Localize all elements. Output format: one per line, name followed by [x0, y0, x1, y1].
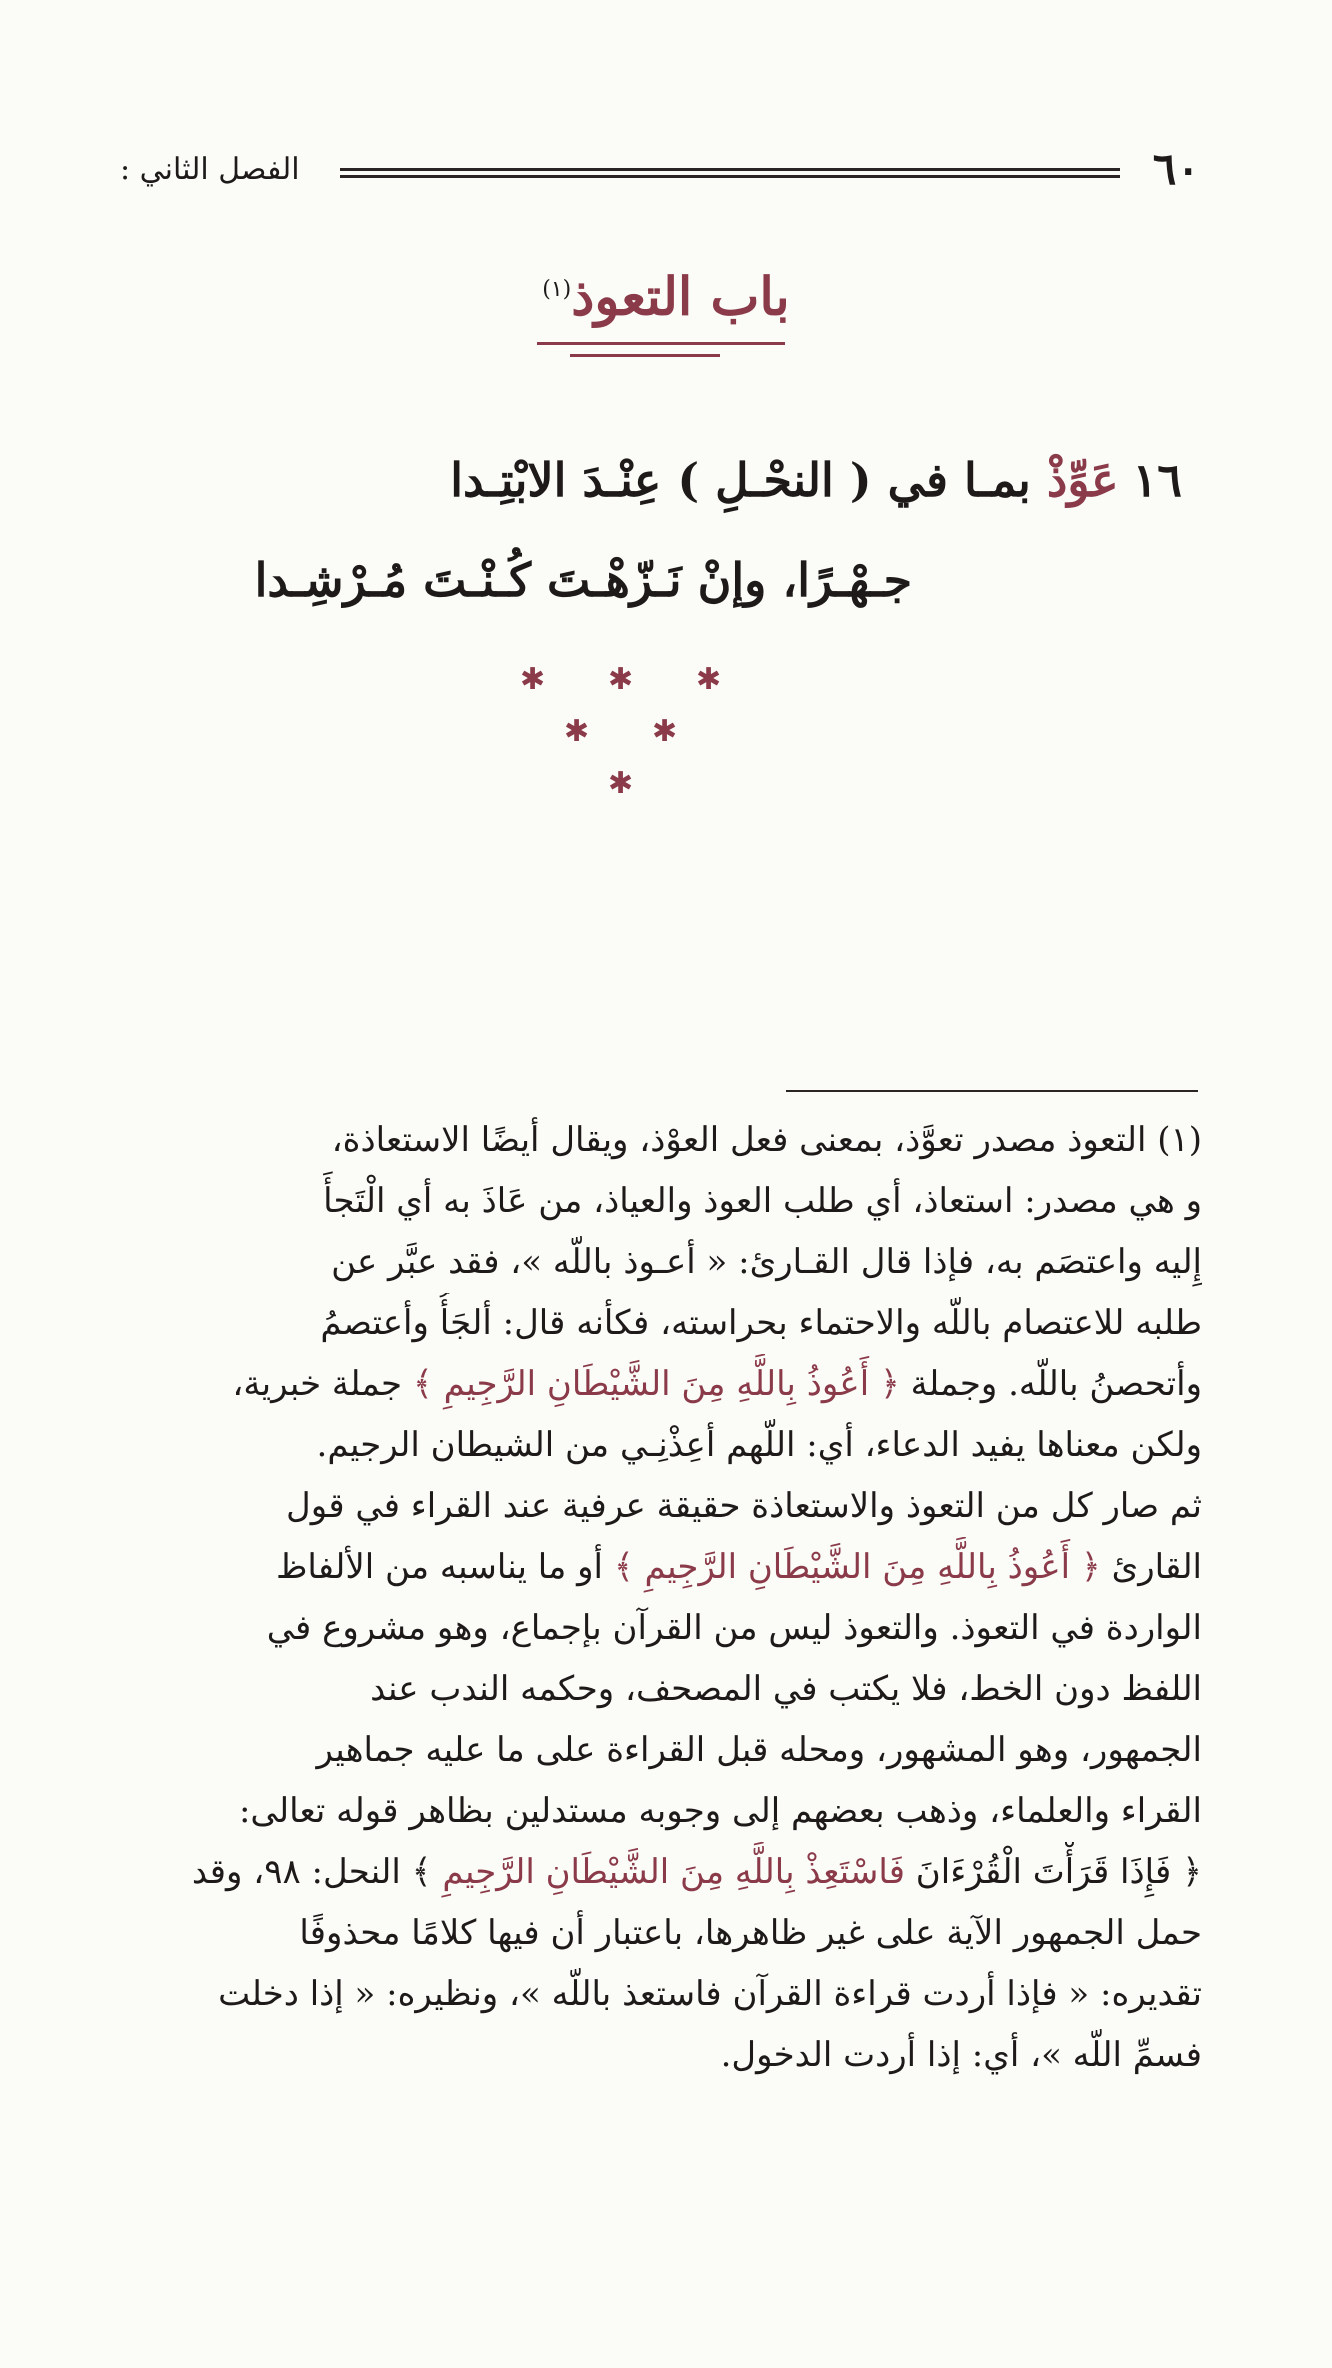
- footnote-line: [122, 1598, 1202, 1659]
- footnote-line-text: القراء والعلماء، وذهب بعضهم إلى وجوبه مستدلين بظاهر قوله تعالى:: [238, 1791, 1202, 1831]
- verse-line-1-text: بمـا في ( النحْـلِ ) عِنْـدَ الابْتِـدا: [450, 453, 1031, 507]
- footnote-line-text: حمل الجمهور الآية على غير ظاهرها، باعتبار أن فيها كلامًا محذوفًا: [299, 1913, 1202, 1953]
- footnote-line: [122, 1415, 1202, 1476]
- section-heading: [0, 250, 1332, 337]
- section-title-text: باب التعوذ: [571, 266, 790, 328]
- footnote-separator: [786, 1090, 1198, 1092]
- star-icon: ✱: [520, 662, 546, 697]
- title-underline: [537, 342, 785, 345]
- footnote-line-text: (١) التعوذ مصدر تعوَّذ، بمعنى فعل العوْذ، ويقال أيضًا الاستعاذة،: [331, 1120, 1202, 1160]
- footnote-reference: (١): [542, 277, 572, 302]
- star-icon: ✱: [608, 766, 634, 801]
- footnote-line: [122, 1293, 1202, 1354]
- chapter-title: الفصل الثاني :: [120, 152, 300, 187]
- poem-verse: [122, 430, 1182, 630]
- footnote-line-text: فسمِّ اللّه »، أي: إذا أردت الدخول.: [720, 2035, 1202, 2075]
- section-title: [542, 250, 789, 337]
- footnote-line: [122, 1842, 1202, 1903]
- quran-quote: ﴿ أَعُوذُ بِاللَّهِ مِنَ الشَّيْطَانِ الرَّجِيمِ ﴾: [613, 1547, 1101, 1587]
- verse-number: ١٦: [1132, 453, 1182, 507]
- footnote-line: [122, 1110, 1202, 1171]
- page-number: ٦٠: [1152, 144, 1200, 195]
- footnote-line-text: الجمهور، وهو المشهور، ومحله قبل القراءة على ما عليه جماهير: [316, 1730, 1202, 1770]
- footnote-line-text: ﴿ فَإِذَا قَرَأْتَ الْقُرْءَانَ: [905, 1852, 1202, 1892]
- footnote-line: [122, 1171, 1202, 1232]
- footnote-line: [122, 1537, 1202, 1598]
- footnote-line-text: وأتحصنُ باللّه. وجملة: [899, 1364, 1202, 1404]
- verse-highlight-word: عَوِّذْ: [1046, 453, 1119, 507]
- star-icon: ✱: [608, 662, 634, 697]
- title-underline-short: [570, 354, 720, 357]
- footnote-line: [122, 2025, 1202, 2086]
- footnote-line: [122, 1354, 1202, 1415]
- footnote-line: [122, 1903, 1202, 1964]
- footnote-line-text: ولكن معناها يفيد الدعاء، أي: اللّهم أعِذْنِـي من الشيطان الرجيم.: [316, 1425, 1202, 1465]
- footnote-line: [122, 1476, 1202, 1537]
- star-icon: ✱: [696, 662, 722, 697]
- poem-line-2: جـهْـرًا، وإنْ نَـزّهْـتَ كُـنْـتَ مُـرْشِـدا: [254, 553, 912, 607]
- footnote-line-text: جملة خبرية،: [232, 1364, 413, 1404]
- footnote-line-text: القارئ: [1100, 1547, 1202, 1587]
- star-icon: ✱: [564, 714, 590, 749]
- footnote-line-text: إِليه واعتصَم به، فإذا قال القـارئ: « أعـوذ باللّه »، فقد عبَّر عن: [331, 1242, 1202, 1282]
- header-double-rule: [340, 168, 1120, 178]
- footnote-line-text: طلبه للاعتصام باللّه والاحتماء بحراسته، فكأنه قال: ألجَأُ وأعتصمُ: [320, 1303, 1202, 1343]
- footnote-line: [122, 1232, 1202, 1293]
- footnote-line: [122, 1720, 1202, 1781]
- footnote-line-text: الواردة في التعوذ. والتعوذ ليس من القرآن بإجماع، وهو مشروع في: [266, 1608, 1202, 1648]
- footnote-line: [122, 1964, 1202, 2025]
- quran-quote: ﴿ أَعُوذُ بِاللَّهِ مِنَ الشَّيْطَانِ الرَّجِيمِ ﴾: [412, 1364, 900, 1404]
- footnote-line: [122, 1781, 1202, 1842]
- quran-quote: فَاسْتَعِذْ بِاللَّهِ مِنَ الشَّيْطَانِ الرَّجِيمِ: [442, 1852, 905, 1892]
- footnote-line-text: أو ما يناسبه من الألفاظ: [275, 1547, 614, 1587]
- footnote-line-text: اللفظ دون الخط، فلا يكتب في المصحف، وحكمه الندب عند: [370, 1669, 1202, 1709]
- star-ornament: [520, 662, 820, 825]
- page-header: [120, 140, 1200, 210]
- poem-line-1: [122, 430, 1182, 530]
- footnote-line-text: ﴾ النحل: ٩٨، وقد: [191, 1852, 443, 1892]
- footnote-line-text: ثم صار كل من التعوذ والاستعاذة حقيقة عرفية عند القراء في قول: [286, 1486, 1202, 1526]
- footnote-line: [122, 1659, 1202, 1720]
- footnote-text: [122, 1110, 1202, 2086]
- footnote-line-text: تقديره: « فإذا أردت قراءة القرآن فاستعذ باللّه »، ونظيره: « إذا دخلت: [218, 1974, 1202, 2014]
- footnote-line-text: و هي مصدر: استعاذ، أي طلب العوذ والعياذ، من عَاذَ به أي الْتَجأَ: [323, 1181, 1202, 1221]
- star-icon: ✱: [652, 714, 678, 749]
